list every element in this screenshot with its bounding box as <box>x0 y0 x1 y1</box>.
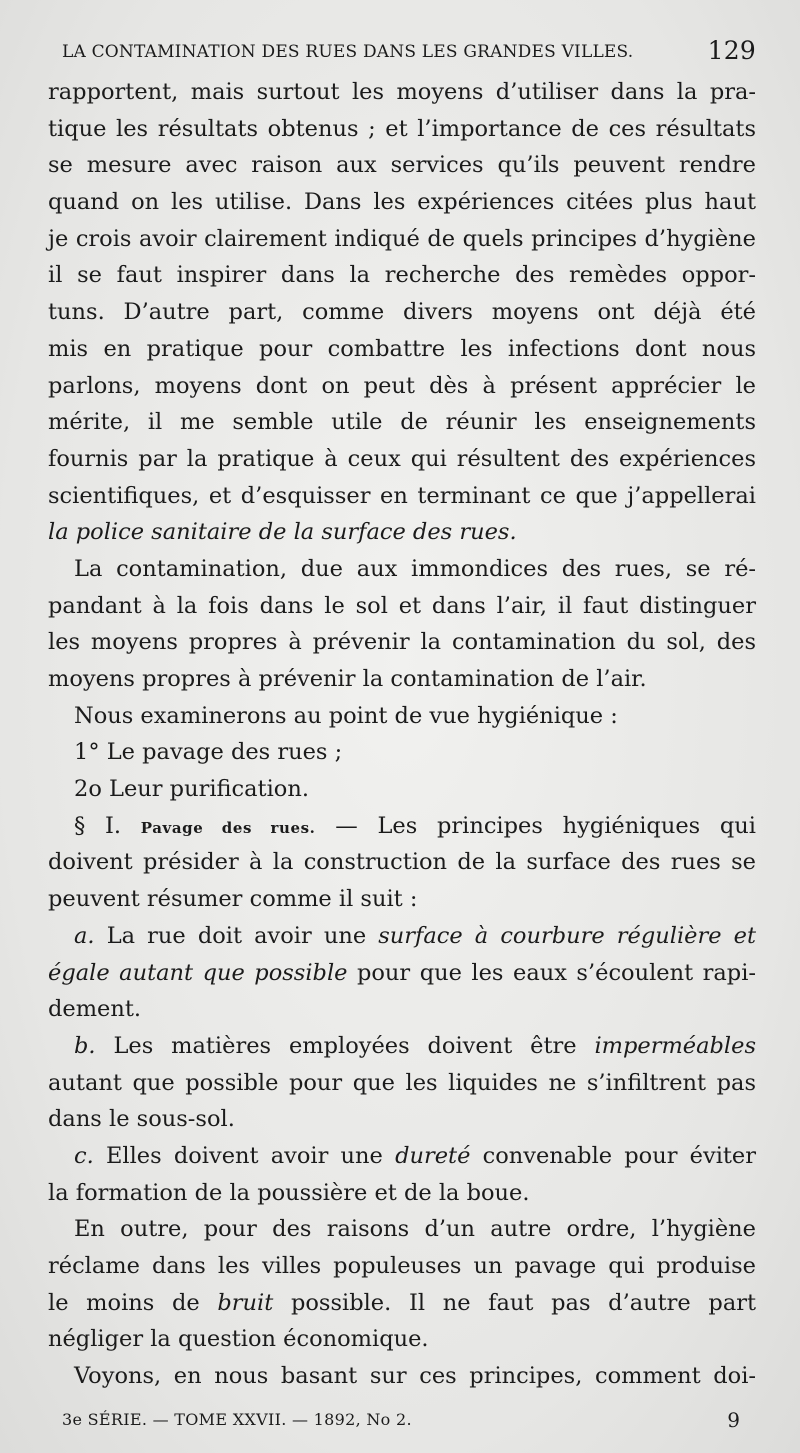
text-span: le moins de <box>48 1289 200 1316</box>
running-title: LA CONTAMINATION DES RUES DANS LES GRANDES VILLES. <box>62 42 634 62</box>
text-line: mérite, il me semble utile de réunir les enseignements <box>48 409 756 436</box>
italic-span: dureté <box>395 1142 471 1169</box>
item-label: b. <box>74 1032 96 1059</box>
text-line: rapportent, mais surtout les moyens d’utiliser dans la pra- <box>48 79 756 105</box>
text-line: peuvent résumer comme il suit : <box>48 886 418 913</box>
text-line: quand on les utilise. Dans les expériences citées plus haut <box>48 189 756 216</box>
signature-footer <box>62 1408 740 1434</box>
text-line: la formation de la poussière et de la boue. <box>48 1179 530 1206</box>
item-c-line <box>48 1138 756 1175</box>
paragraph-first-line: En outre, pour des raisons d’un autre ordre, l’hygiène <box>74 1216 756 1243</box>
text-line <box>48 1285 756 1322</box>
text-span: Elles doivent avoir une <box>105 1142 383 1169</box>
text-line: doivent présider à la construction de la surface des rues se <box>48 849 756 876</box>
text-line: moyens propres à prévenir la contamination de l’air. <box>48 666 647 692</box>
text-line: fournis par la pratique à ceux qui résultent des expériences <box>48 445 756 472</box>
text-line: scientifiques, et d’esquisser en terminant ce que j’appellerai <box>48 482 756 509</box>
text-span: La rue doit avoir une <box>106 922 367 949</box>
text-span: — Les principes hygiéniques qui <box>335 812 756 839</box>
paragraph-first-line: Voyons, en nous basant sur ces principes, comment doi- <box>74 1363 756 1390</box>
section-heading-line <box>48 808 756 845</box>
text-line: autant que possible pour que les liquides ne s’infiltrent pas <box>48 1069 756 1096</box>
text-line: tuns. D’autre part, comme divers moyens ont déjà été <box>48 299 756 326</box>
italic-span: surface à courbure régulière et <box>378 922 756 949</box>
item-label: c. <box>74 1142 94 1169</box>
italic-span: égale autant que possible <box>48 959 348 986</box>
text-line: se mesure avec raison aux services qu’ils peuvent rendre <box>48 152 756 179</box>
text-line <box>48 955 756 992</box>
text-line: négliger la question économique. <box>48 1326 429 1353</box>
text-line: mis en pratique pour combattre les infections dont nous <box>48 335 756 362</box>
section-label: § I. <box>74 812 122 839</box>
text-line: dans le sous-sol. <box>48 1106 235 1133</box>
list-item: 2o Leur purification. <box>74 776 309 803</box>
text-line: dement. <box>48 996 142 1023</box>
signature-line: 3e SÉRIE. — TOME XXVII. — 1892, No 2. <box>62 1410 412 1429</box>
text-line: réclame dans les villes populeuses un pavage qui produise <box>48 1253 756 1279</box>
italic-span: imperméables <box>594 1032 756 1059</box>
text-span: possible. Il ne faut pas d’autre part <box>290 1289 757 1316</box>
section-heading: Pavage des rues. <box>140 818 316 837</box>
paragraph-first-line: La contamination, due aux immondices des rues, se ré- <box>74 555 756 582</box>
italic-span: bruit <box>217 1289 274 1316</box>
text-span: convenable pour éviter <box>482 1142 756 1169</box>
text-line: pandant à la fois dans le sol et dans l’air, il faut distinguer <box>48 592 756 619</box>
text-line: tique les résultats obtenus ; et l’importance de ces résultats <box>48 115 756 142</box>
signature-mark: 9 <box>727 1408 740 1432</box>
page-number: 129 <box>707 36 756 65</box>
body-text <box>48 74 756 1395</box>
text-line: il se faut inspirer dans la recherche des remèdes oppor- <box>48 262 756 289</box>
text-line: parlons, moyens dont on peut dès à présent apprécier le <box>48 372 756 399</box>
item-a-line <box>48 918 756 955</box>
text-line: je crois avoir clairement indiqué de quels principes d’hygiène <box>48 225 756 252</box>
text-span: Les matières employées doivent être <box>113 1032 577 1059</box>
item-b-line <box>48 1028 756 1065</box>
item-label: a. <box>74 922 95 949</box>
text-line-italic: la police sanitaire de la surface des rues. <box>48 519 517 546</box>
list-item: 1° Le pavage des rues ; <box>74 739 343 766</box>
text-span: pour que les eaux s’écoulent rapi- <box>356 959 757 986</box>
running-header <box>62 36 756 70</box>
text-line: les moyens propres à prévenir la contamination du sol, des <box>48 629 756 656</box>
paragraph-first-line: Nous examinerons au point de vue hygiénique : <box>74 702 618 729</box>
